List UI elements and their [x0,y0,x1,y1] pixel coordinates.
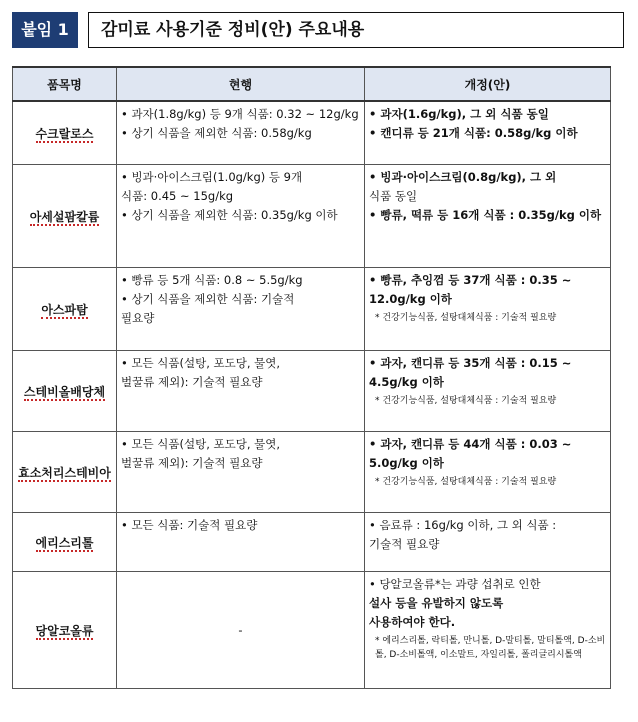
current-line: 필요량 [121,311,155,325]
current-cell [117,432,365,513]
revised-line: • 과자, 캔디류 등 35개 식품 : 0.15 ~ [369,356,572,370]
revised-cell [365,268,611,351]
footnote: * 건강기능식품, 설탕대체식품 : 기술적 필요량 [375,477,557,487]
table-row [13,513,611,572]
revised-line: • 빵류, 추잉껌 등 37개 식품 : 0.35 ~ [369,273,572,287]
attachment-badge: 붙임 1 [12,12,78,48]
revised-line: • 당알코올류*는 과량 섭취로 인한 [369,577,541,591]
current-line: 벌꿀류 제외): 기술적 필요량 [121,375,263,389]
current-cell [117,165,365,268]
revised-line: 12.0g/kg 이하 [369,292,452,306]
item-name: 당알코올류 [13,572,117,689]
current-line: • 상기 식품을 제외한 식품: 기술적 [121,292,295,306]
revised-cell [365,432,611,513]
page-title: 감미료 사용기준 정비(안) 주요내용 [88,12,624,48]
revised-line: 식품 동일 [369,189,418,203]
revised-line: • 과자, 캔디류 등 44개 식품 : 0.03 ~ [369,437,572,451]
item-name: 수크랄로스 [13,101,117,165]
header [12,12,612,50]
current-line: • 상기 식품을 제외한 식품: 0.58g/kg [121,126,312,140]
table-row [13,268,611,351]
revised-line: 5.0g/kg 이하 [369,456,444,470]
revised-line: 4.5g/kg 이하 [369,375,444,389]
current-line: • 모든 식품(설탕, 포도당, 물엿, [121,356,281,370]
revised-cell [365,101,611,165]
table-row [13,101,611,165]
current-line: • 과자(1.8g/kg) 등 9개 식품: 0.32 ~ 12g/kg [121,107,359,121]
revised-cell [365,572,611,689]
revised-line: • 캔디류 등 21개 식품: 0.58g/kg 이하 [369,126,578,140]
item-name: 효소처리스테비아 [13,432,117,513]
current-cell [117,268,365,351]
column-header-revised: 개정(안) [365,67,611,101]
current-line: • 모든 식품: 기술적 필요량 [121,518,258,532]
current-line: • 상기 식품을 제외한 식품: 0.35g/kg 이하 [121,208,338,222]
table-row [13,351,611,432]
current-line: - [238,623,243,637]
revised-line: • 빙과·아이스크림(0.8g/kg), 그 외 [369,170,557,184]
current-cell [117,513,365,572]
revised-cell [365,165,611,268]
table-row [13,572,611,689]
current-line: • 빵류 등 5개 식품: 0.8 ~ 5.5g/kg [121,273,303,287]
table-row [13,165,611,268]
table-row [13,432,611,513]
item-name: 아세설팜칼륨 [13,165,117,268]
column-header-current: 현행 [117,67,365,101]
revised-line: • 과자(1.6g/kg), 그 외 식품 동일 [369,107,549,121]
revised-line: 설사 등을 유발하지 않도록 [369,596,504,610]
current-cell [117,101,365,165]
item-name: 스테비올배당체 [13,351,117,432]
column-header-item: 품목명 [13,67,117,101]
item-name: 에리스리톨 [13,513,117,572]
current-line: • 빙과·아이스크림(1.0g/kg) 등 9개 [121,170,303,184]
current-cell [117,572,365,689]
revised-cell [365,351,611,432]
footnote: * 건강기능식품, 설탕대체식품 : 기술적 필요량 [375,396,557,406]
current-cell [117,351,365,432]
revised-cell [365,513,611,572]
footnote: * 에리스리톨, 락티톨, 만니톨, D-말티톨, 말티톨액, D-소비톨, D-소비톨액, 이소말트, 자일리톨, 폴리글리시톨액 [375,636,606,660]
footnote: * 건강기능식품, 설탕대체식품 : 기술적 필요량 [375,313,557,323]
current-line: 벌꿀류 제외): 기술적 필요량 [121,456,263,470]
current-line: • 모든 식품(설탕, 포도당, 물엿, [121,437,281,451]
item-name: 아스파탐 [13,268,117,351]
revised-line: • 빵류, 떡류 등 16개 식품 : 0.35g/kg 이하 [369,208,602,222]
revised-line: 기술적 필요량 [369,537,440,551]
revised-line: • 음료류 : 16g/kg 이하, 그 외 식품 : [369,518,557,532]
revised-line: 사용하여야 한다. [369,615,456,629]
sweetener-standards-table [12,66,611,689]
current-line: 식품: 0.45 ~ 15g/kg [121,189,234,203]
